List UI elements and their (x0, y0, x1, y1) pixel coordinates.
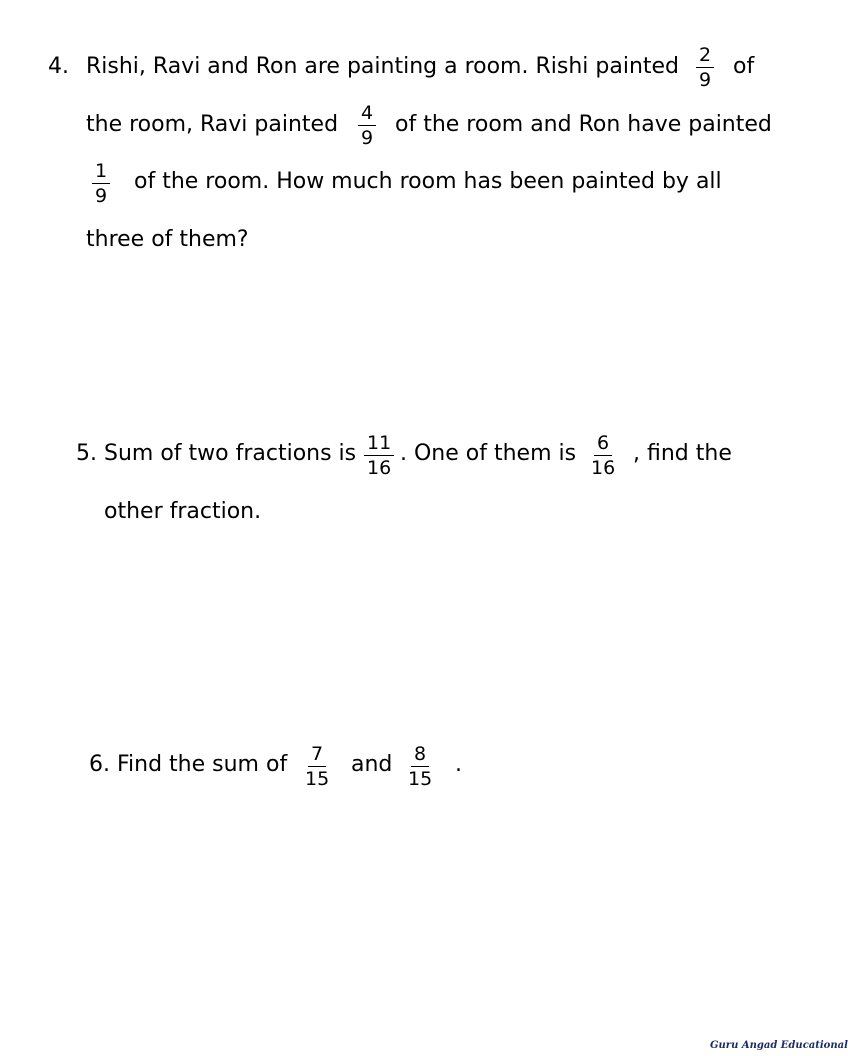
q4-fraction-3-denominator: 9 (95, 185, 108, 207)
q4-line2-start: the room, Ravi painted (86, 112, 339, 137)
q5-line1-mid: . One of them is (400, 441, 577, 466)
q5-fraction-2-denominator: 16 (591, 457, 616, 479)
q6-end: . (455, 752, 462, 777)
q5-fraction-2-numerator: 6 (594, 433, 612, 456)
q4-fraction-2-denominator: 9 (361, 127, 374, 149)
q4-line1: Rishi, Ravi and Ron are painting a room. Rishi painted (86, 54, 680, 79)
q5-line2: other fraction. (104, 499, 262, 524)
footer-publisher: Guru Angad Educational (710, 1040, 848, 1051)
q5-line1-end: , find the (633, 441, 732, 466)
q6-fraction-1-numerator: 7 (308, 744, 326, 767)
q4-fraction-2-numerator: 4 (358, 103, 376, 126)
q4-fraction-1-denominator: 9 (699, 69, 712, 91)
q4-fraction-3-numerator: 1 (92, 161, 110, 184)
q5-fraction-2 (591, 433, 615, 478)
q6-fraction-1 (305, 744, 329, 789)
q6-fraction-2 (408, 744, 432, 789)
q4-fraction-1-numerator: 2 (696, 45, 714, 68)
q6-fraction-2-denominator: 15 (408, 768, 433, 790)
q4-fraction-3 (92, 161, 110, 206)
q6-fraction-2-numerator: 8 (411, 744, 429, 767)
q5-line1-start: 5. Sum of two fractions is (76, 441, 357, 466)
q5-fraction-1-denominator: 16 (367, 457, 392, 479)
q4-number: 4. (48, 54, 69, 79)
q4-fraction-1 (696, 45, 714, 90)
q6-fraction-1-denominator: 15 (305, 768, 330, 790)
q6-line1-start: 6. Find the sum of (89, 752, 288, 777)
q4-line3: of the room. How much room has been painted by all (134, 169, 722, 194)
q5-fraction-1 (364, 433, 394, 478)
q6-and: and (351, 752, 393, 777)
q4-line1-end: of (733, 54, 755, 79)
q4-fraction-2 (358, 103, 376, 148)
q4-line4: three of them? (86, 227, 249, 252)
q5-fraction-1-numerator: 11 (364, 433, 394, 456)
q4-line2-end: of the room and Ron have painted (395, 112, 772, 137)
